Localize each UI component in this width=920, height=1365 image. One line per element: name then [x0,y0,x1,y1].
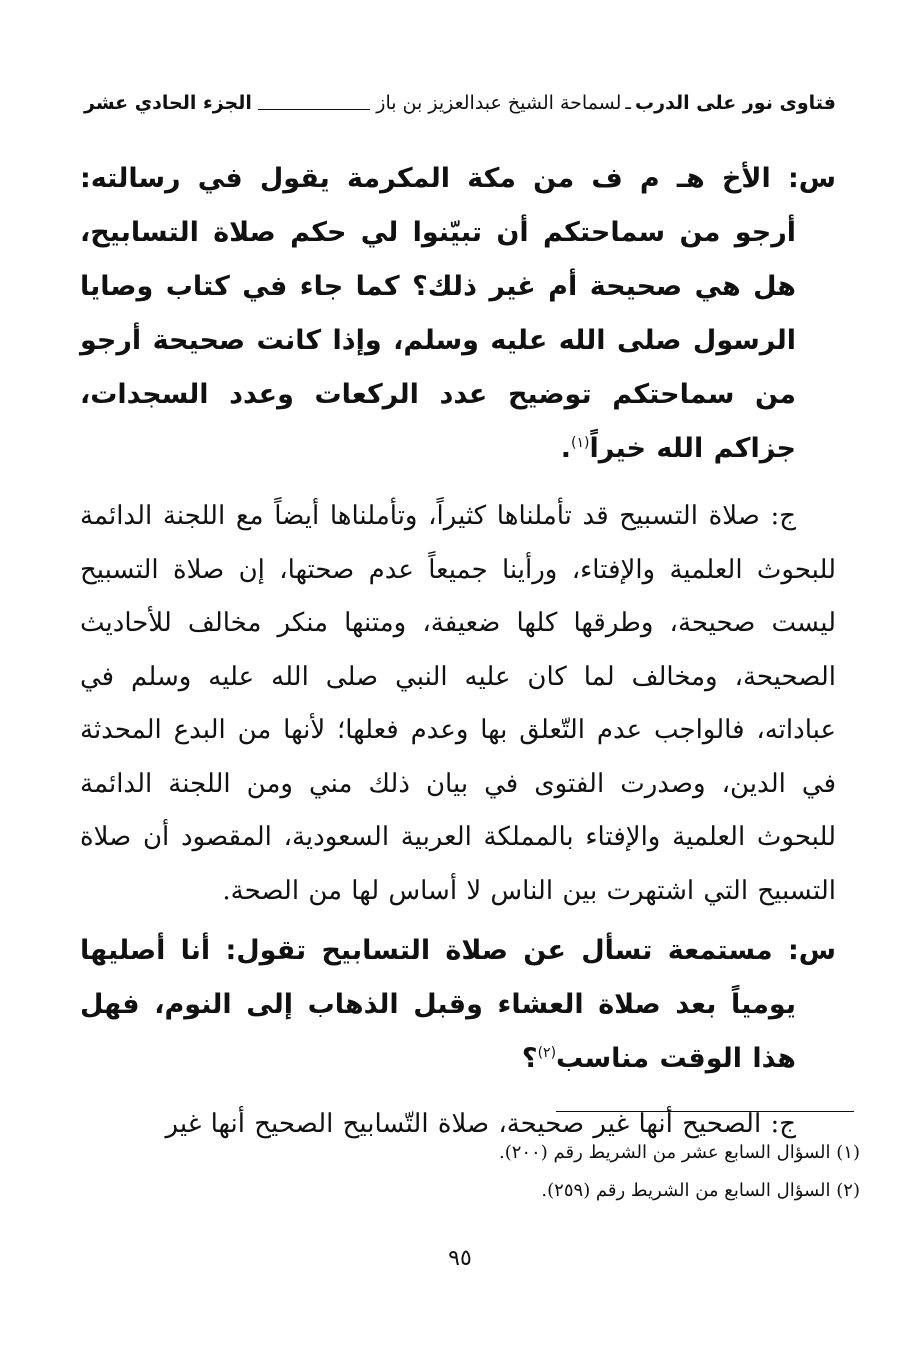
footnote-separator [556,1111,854,1112]
answer-label: ج: [770,1109,796,1139]
header-rule [258,109,370,110]
footnote-2: (٢) السؤال السابع من الشريط رقم (٢٥٩). [541,1180,860,1201]
question-text: مستمعة تسأل عن صلاة التسابيح تقول: أنا أصليها يومياً بعد صلاة العشاء وقبل الذهاب إلى النوم، فهل هذا الوقت مناسب [80,935,796,1074]
page-number: ٩٥ [448,1246,472,1271]
footnote-ref: (٢) [537,1045,557,1061]
question-text: الأخ هـ م ف من مكة المكرمة يقول في رسالته: أرجو من سماحتكم أن تبيّنوا لي حكم صلاة التسابيح، هل هي صحيحة أم غير ذلك؟ كما جاء في كتاب وصايا الرسول صلى الله عليه وسلم، وإذا كانت صحيحة أرجو من سماحتكم توضيح عدد الركعات وعدد السجدات، جزاكم الله خيراً [80,163,796,464]
question-1 [80,152,836,476]
footnote-ref: (١) [571,435,590,451]
footnotes [84,1134,860,1210]
question-end: . [560,433,572,464]
answer-text: صلاة التسبيح قد تأملناها كثيراً، وتأملناها أيضاً مع اللجنة الدائمة للبحوث العلمية والإفتاء، ورأينا جميعاً عدم صحتها، إن صلاة التسبيح ليست صحيحة، وطرقها كلها ضعيفة، ومتنها منكر مخالف للأحاديث الصحيحة، ومخالف لما كان عليه النبي صلى الله عليه وسلم في عباداته، فالواجب عدم التّعلق بها وعدم فعلها؛ لأنها من البدع المحدثة في الدين، وصدرت الفتوى في بيان ذلك مني ومن اللجنة الدائمة للبحوث العلمية والإفتاء بالمملكة العربية السعودية، المقصود أن صلاة التسبيح التي اشتهرت بين الناس لا أساس لها من الصحة. [80,501,836,906]
question-2 [80,924,836,1086]
footnote-1: (١) السؤال السابع عشر من الشريط رقم (٢٠٠). [498,1142,860,1163]
answer-text: الصحيح أنها غير صحيحة، صلاة التّسابيح الصحيح أنها غير [165,1109,762,1139]
answer-1 [80,490,836,918]
question-label: س: [787,935,836,966]
question-end: ؟ [521,1043,538,1074]
series-title: فتاوى نور على الدرب [635,92,836,114]
author-line: لسماحة الشيخ عبدالعزيز بن باز [376,92,622,114]
page-body [80,152,836,1152]
answer-label: ج: [770,501,797,531]
running-header [84,86,836,120]
volume-title: الجزء الحادي عشر [84,92,252,114]
question-label: س: [787,163,836,194]
header-dash: ـ [625,92,631,114]
